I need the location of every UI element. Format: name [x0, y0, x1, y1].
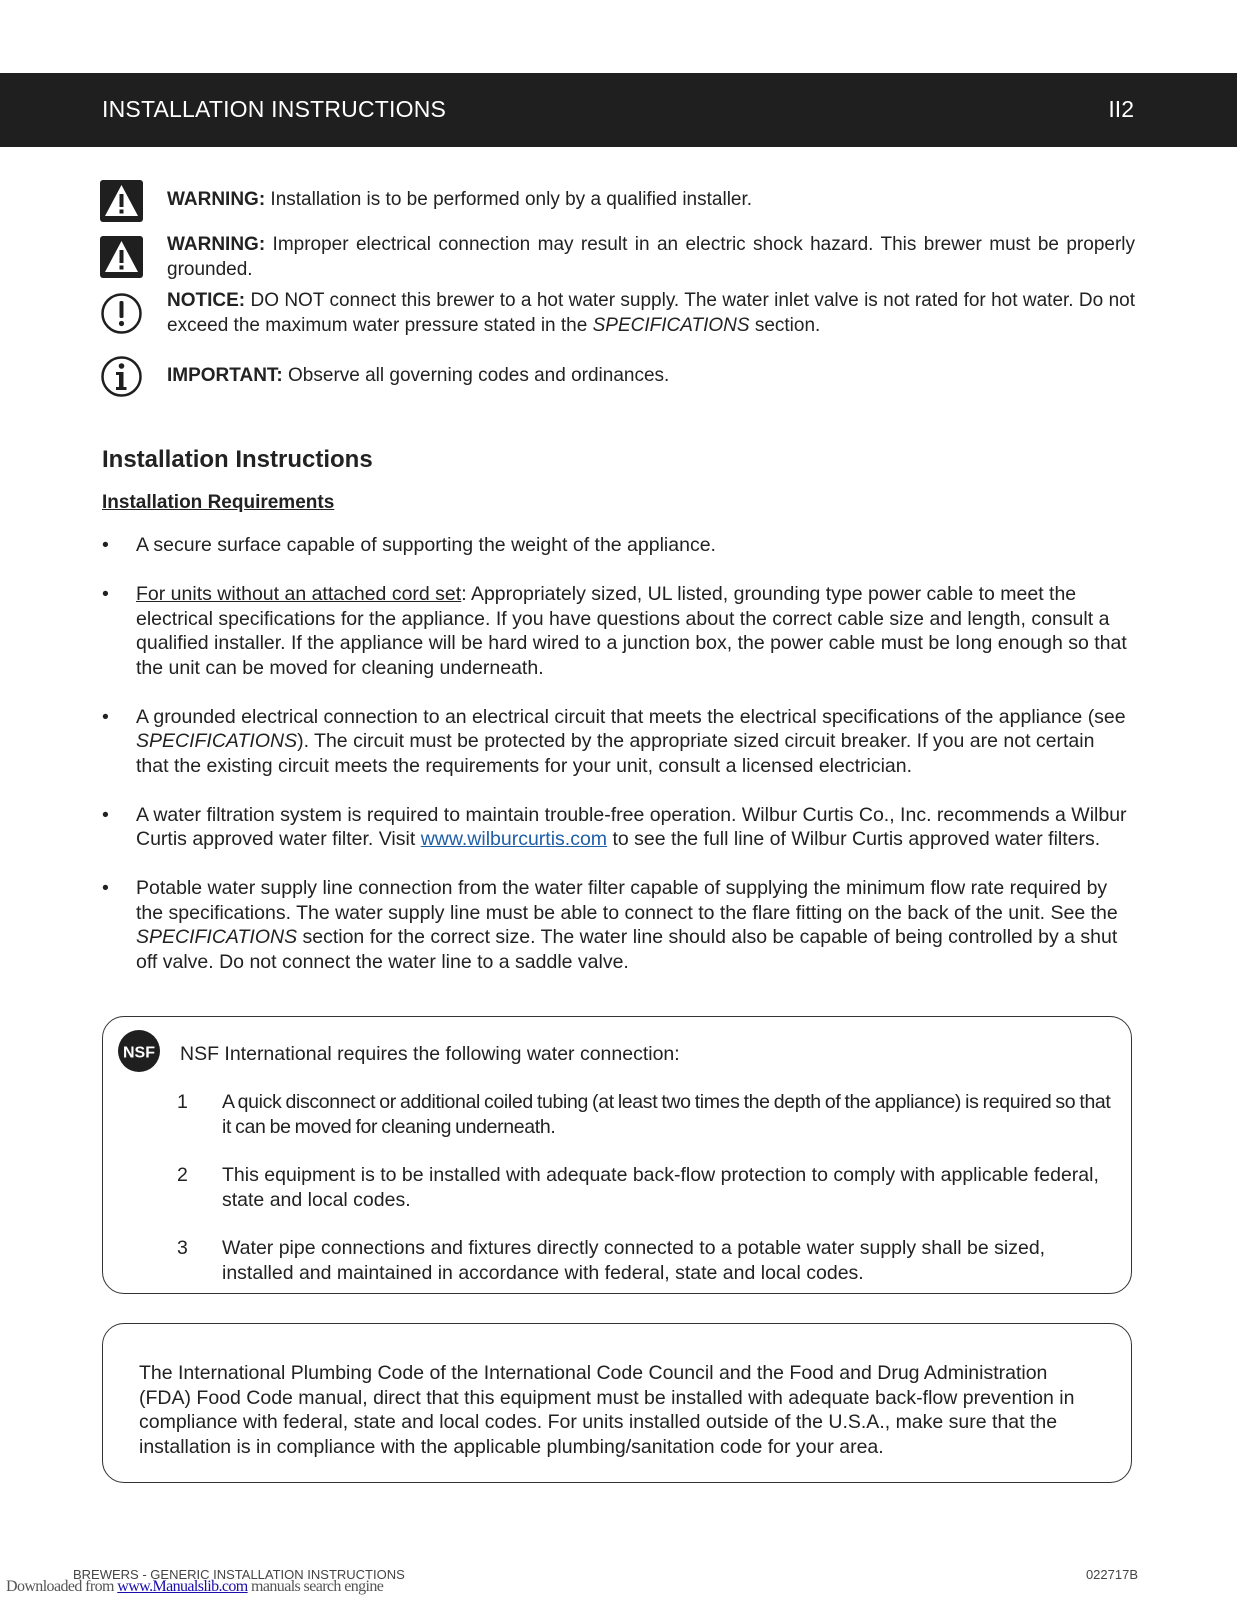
notice-text: IMPORTANT: Observe all governing codes and ordinances.	[167, 365, 670, 386]
notice-text: WARNING: Installation is to be performed only by a qualified installer.	[167, 189, 753, 210]
plumbing-code-box	[102, 1323, 1132, 1483]
header-bar	[0, 73, 1237, 147]
page-title: INSTALLATION INSTRUCTIONS	[102, 96, 447, 122]
list-item: 1 A quick disconnect or additional coiled tubing (at least two times the depth of the appliance) is required so that it can be moved for cleaning underneath.	[177, 1091, 1111, 1138]
list-item: • Potable water supply line connection from the water filter capable of supplying the minimum flow rate required by the specifications. The water supply line must be able to connect to the flare fitting on the back of the unit. See the SPECIFICATIONS section for the correct size. The water line should also be capable of being controlled by a shut off valve. Do not connect the water line to a saddle valve.	[102, 877, 1118, 973]
footer-document-code: 022717B	[1085, 1567, 1138, 1582]
bullet-icon: •	[102, 705, 109, 728]
list-item: • For units without an attached cord set: Appropriately sized, UL listed, grounding type power cable to meet the electrical specifications for the appliance. If you have questions about the correct cable size and length, consult a qualified installer. If the appliance will be hard wired to a junction box, the power cable must be long enough so that the unit can be moved for cleaning underneath.	[102, 583, 1127, 679]
info-icon	[100, 355, 143, 398]
list-item: 2 This equipment is to be installed with adequate back-flow protection to comply with applicable federal, state and local codes.	[177, 1164, 1099, 1211]
nsf-requirements-box	[102, 1016, 1132, 1294]
notice-hot-water	[100, 292, 1135, 342]
nsf-list	[177, 1090, 1112, 1309]
requirements-list	[102, 533, 1132, 999]
notice-text: NOTICE: DO NOT connect this brewer to a hot water supply. The water inlet valve is not rated for hot water. Do not exceed the maximum water pressure stated in the SPECIFICATIONS section.	[167, 290, 1135, 336]
download-watermark: Downloaded from www.Manualslib.com manuals search engine	[6, 1578, 384, 1595]
plumbing-code-text: The International Plumbing Code of the International Code Council and the Food and Drug Administration (FDA) Food Code manual, direct that this equipment must be installed with adequate back-flow prevention in compliance with federal, state and local codes. For units installed outside of the U.S.A., make sure that the installation is in compliance with the applicable plumbing/sanitation code for your area.	[139, 1362, 1075, 1458]
list-item: • A water filtration system is required to maintain trouble-free operation. Wilbur Curtis Co., Inc. recommends a Wilbur Curtis approved water filter. Visit www.wilburcurtis.com to see the full line of Wilbur Curtis approved water filters.	[102, 803, 1127, 850]
nsf-intro: NSF International requires the following water connection:	[180, 1043, 680, 1065]
warning-notice-electrical	[100, 236, 1135, 286]
manualslib-link[interactable]: www.Manualslib.com	[117, 1578, 248, 1595]
bullet-icon: •	[102, 803, 109, 826]
svg-text:NSF: NSF	[123, 1044, 155, 1062]
section-title: Installation Instructions	[102, 446, 373, 473]
footer-document-title: BREWERS - GENERIC INSTALLATION INSTRUCTIONS	[73, 1567, 405, 1582]
page-code: II2	[1108, 96, 1134, 122]
list-item: 3 Water pipe connections and fixtures directly connected to a potable water supply shall be sized, installed and maintained in accordance with federal, state and local codes.	[177, 1237, 1046, 1284]
nsf-logo-icon	[117, 1029, 161, 1073]
wilburcurtis-link[interactable]: www.wilburcurtis.com	[420, 828, 608, 850]
notice-exclamation-icon	[100, 292, 143, 335]
warning-triangle-icon	[100, 236, 143, 279]
list-item: • A secure surface capable of supporting the weight of the appliance.	[102, 534, 716, 556]
bullet-icon: •	[102, 877, 109, 899]
important-notice-codes	[100, 355, 1135, 398]
bullet-icon: •	[102, 534, 109, 556]
list-item: • A grounded electrical connection to an electrical circuit that meets the electrical specifications of the appliance (see SPECIFICATIONS). The circuit must be protected by the appropriate sized circuit breaker. If you are not certain that the existing circuit meets the requirements for your unit, consult a licensed electrician.	[102, 705, 1126, 777]
notice-text: WARNING: Improper electrical connection may result in an electric shock hazard. This brewer must be properly grounded.	[167, 234, 1135, 280]
warning-triangle-icon	[100, 180, 143, 223]
subsection-title: Installation Requirements	[102, 492, 335, 513]
warning-notice-installer	[100, 180, 1135, 223]
bullet-icon: •	[102, 583, 109, 605]
